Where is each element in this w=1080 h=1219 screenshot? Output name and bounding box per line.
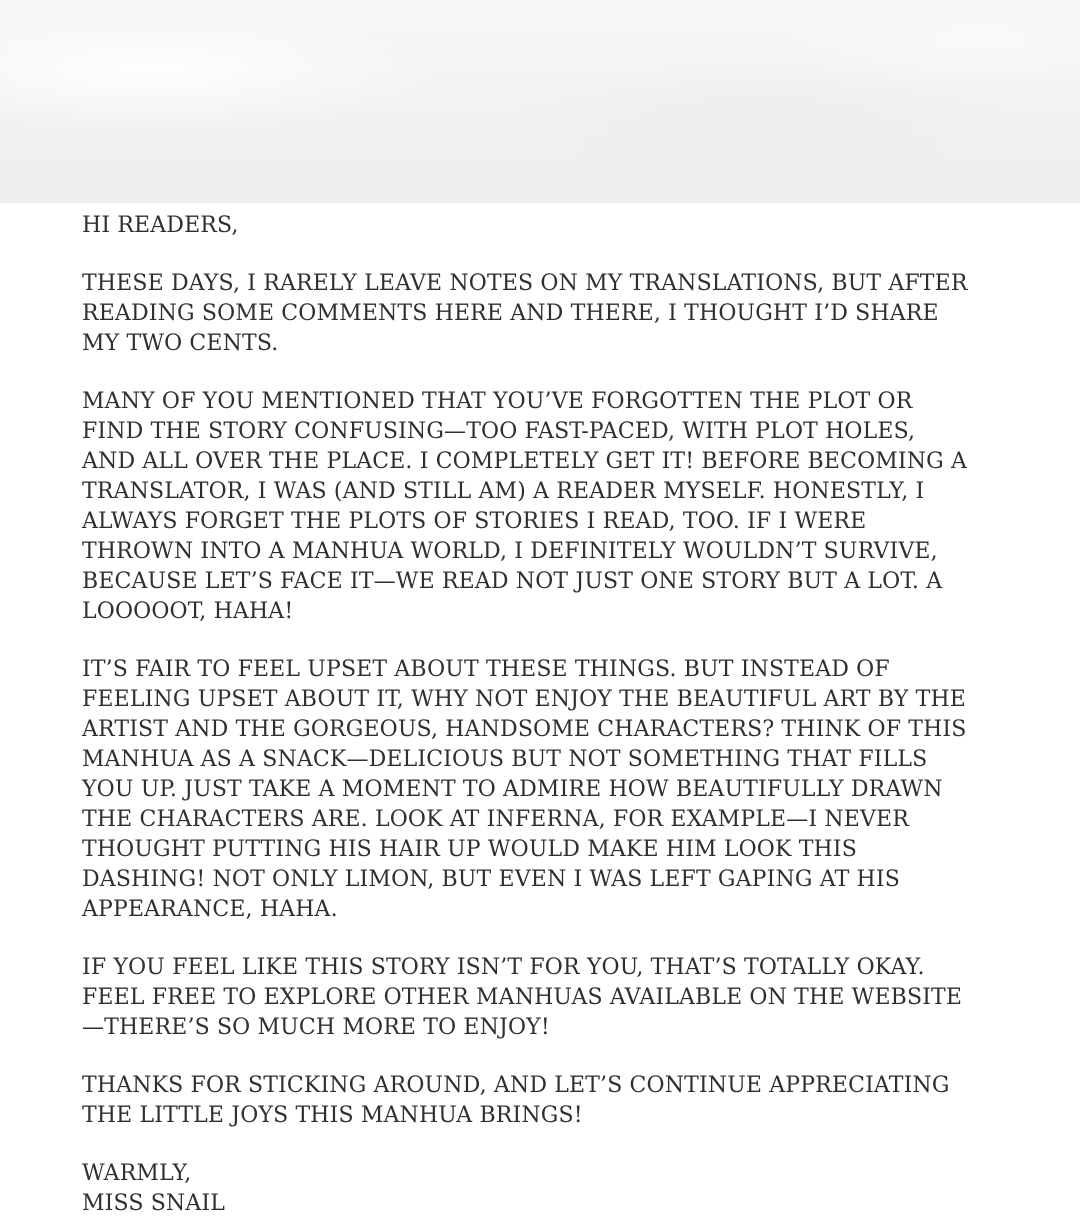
letter-paragraph-3: IT’S FAIR TO FEEL UPSET ABOUT THESE THINGS. BUT INSTEAD OF FEELING UPSET ABOUT IT, WHY NOT ENJOY THE BEAUTIFUL ART BY THE ARTIST AND THE GORGEOUS, HANDSOME CHARACTERS? THINK OF THIS MANHUA AS A SNACK—DELICIOUS BUT NOT SOMETHING THAT FILLS YOU UP. JUST TAKE A MOMENT TO ADMIRE HOW BEAUTIFULLY DRAWN THE CHARACTERS ARE. LOOK AT INFERNA, FOR EXAMPLE—I NEVER THOUGHT PUTTING HIS HAIR UP WOULD MAKE HIM LOOK THIS DASHING! NOT ONLY LIMON, BUT EVEN I WAS LEFT GAPING AT HIS APPEARANCE, HAHA. [82, 657, 967, 922]
translator-note [82, 211, 972, 1219]
top-image-banner [0, 0, 1080, 203]
letter-paragraph-5: THANKS FOR STICKING AROUND, AND LET’S CONTINUE APPRECIATING THE LITTLE JOYS THIS MANHUA BRINGS! [82, 1073, 950, 1128]
letter-signoff [82, 1159, 972, 1219]
letter-paragraph-4: IF YOU FEEL LIKE THIS STORY ISN’T FOR YOU, THAT’S TOTALLY OKAY. FEEL FREE TO EXPLORE OTHER MANHUAS AVAILABLE ON THE WEBSITE—THERE’S SO MUCH MORE TO ENJOY! [82, 955, 963, 1040]
letter-paragraph-2: MANY OF YOU MENTIONED THAT YOU’VE FORGOTTEN THE PLOT OR FIND THE STORY CONFUSING—TOO FAST-PACED, WITH PLOT HOLES, AND ALL OVER THE PLACE. I COMPLETELY GET IT! BEFORE BECOMING A TRANSLATOR, I WAS (AND STILL AM) A READER MYSELF. HONESTLY, I ALWAYS FORGET THE PLOTS OF STORIES I READ, TOO. IF I WERE THROWN INTO A MANHUA WORLD, I DEFINITELY WOULDN’T SURVIVE, BECAUSE LET’S FACE IT—WE READ NOT JUST ONE STORY BUT A LOT. A LOOOOOT, HAHA! [82, 389, 968, 624]
letter-paragraph-1: THESE DAYS, I RARELY LEAVE NOTES ON MY TRANSLATIONS, BUT AFTER READING SOME COMMENTS HERE AND THERE, I THOUGHT I’D SHARE MY TWO CENTS. [82, 271, 968, 356]
letter-greeting: HI READERS, [82, 213, 239, 238]
letter-closing: WARMLY, [82, 1161, 192, 1186]
letter-signature: MISS SNAIL [82, 1191, 225, 1216]
